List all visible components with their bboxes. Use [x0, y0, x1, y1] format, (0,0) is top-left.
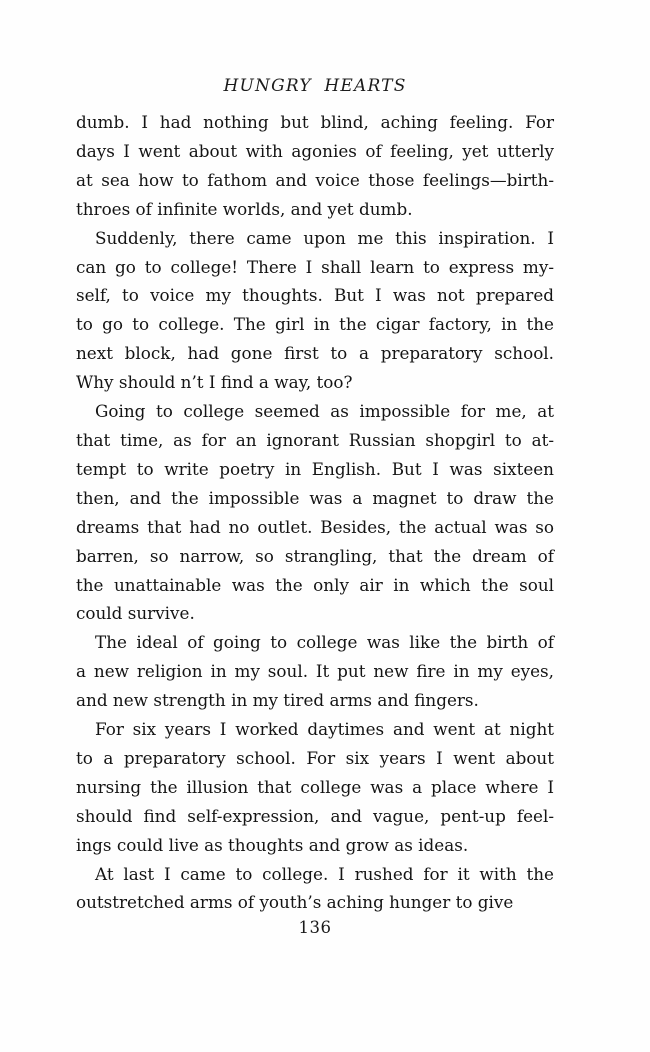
text-line: next block, had gone first to a preparatory school. [76, 343, 554, 364]
text-line: tempt to write poetry in English. But I was sixteen [76, 458, 554, 479]
text-line: can go to college! There I shall learn to express my- [76, 256, 554, 277]
text-line: Why should n’t I find a way, too? [76, 372, 353, 393]
text-line: dreams that had no outlet. Besides, the actual was so [76, 516, 554, 537]
text-line: could survive. [76, 603, 195, 624]
text-line: barren, so narrow, so strangling, that the dream of [76, 545, 554, 566]
text-line: At last I came to college. I rushed for it with the [95, 863, 554, 884]
text-line: ings could live as thoughts and grow as ideas. [76, 834, 469, 855]
text-line: self, to voice my thoughts. But I was not prepared [76, 285, 554, 306]
paragraph [76, 397, 554, 628]
paragraph [76, 628, 554, 715]
text-line: the unattainable was the only air in which the soul [76, 574, 554, 595]
page-number: 136 [298, 918, 332, 937]
text-line: Suddenly, there came upon me this inspiration. I [95, 227, 554, 248]
paragraph [76, 715, 554, 860]
paragraph [76, 108, 554, 224]
paragraph [76, 224, 554, 397]
running-header: HUNGRY HEARTS [223, 76, 407, 96]
text-line: and new strength in my tired arms and fingers. [76, 690, 479, 711]
text-line: Going to college seemed as impossible for me, at [95, 401, 554, 422]
paragraph [76, 860, 554, 918]
text-line: outstretched arms of youth’s aching hunger to give [76, 892, 514, 913]
text-line: should find self-expression, and vague, pent-up feel- [76, 805, 554, 826]
text-line: to go to college. The girl in the cigar factory, in the [76, 314, 554, 335]
text-line: days I went about with agonies of feeling, yet utterly [76, 140, 554, 161]
text-line: then, and the impossible was a magnet to draw the [76, 487, 554, 508]
text-line: nursing the illusion that college was a place where I [76, 776, 554, 797]
text-line: to a preparatory school. For six years I went about [76, 747, 554, 768]
text-line: throes of infinite worlds, and yet dumb. [76, 198, 413, 219]
text-line: a new religion in my soul. It put new fire in my eyes, [76, 661, 554, 682]
text-line: that time, as for an ignorant Russian shopgirl to at- [76, 429, 554, 450]
text-line: The ideal of going to college was like the birth of [95, 632, 554, 653]
text-line: at sea how to fathom and voice those feelings—birth- [76, 169, 554, 190]
body-text [76, 108, 554, 917]
text-line: dumb. I had nothing but blind, aching feeling. For [76, 112, 554, 132]
text-line: For six years I worked daytimes and went at night [95, 719, 554, 740]
